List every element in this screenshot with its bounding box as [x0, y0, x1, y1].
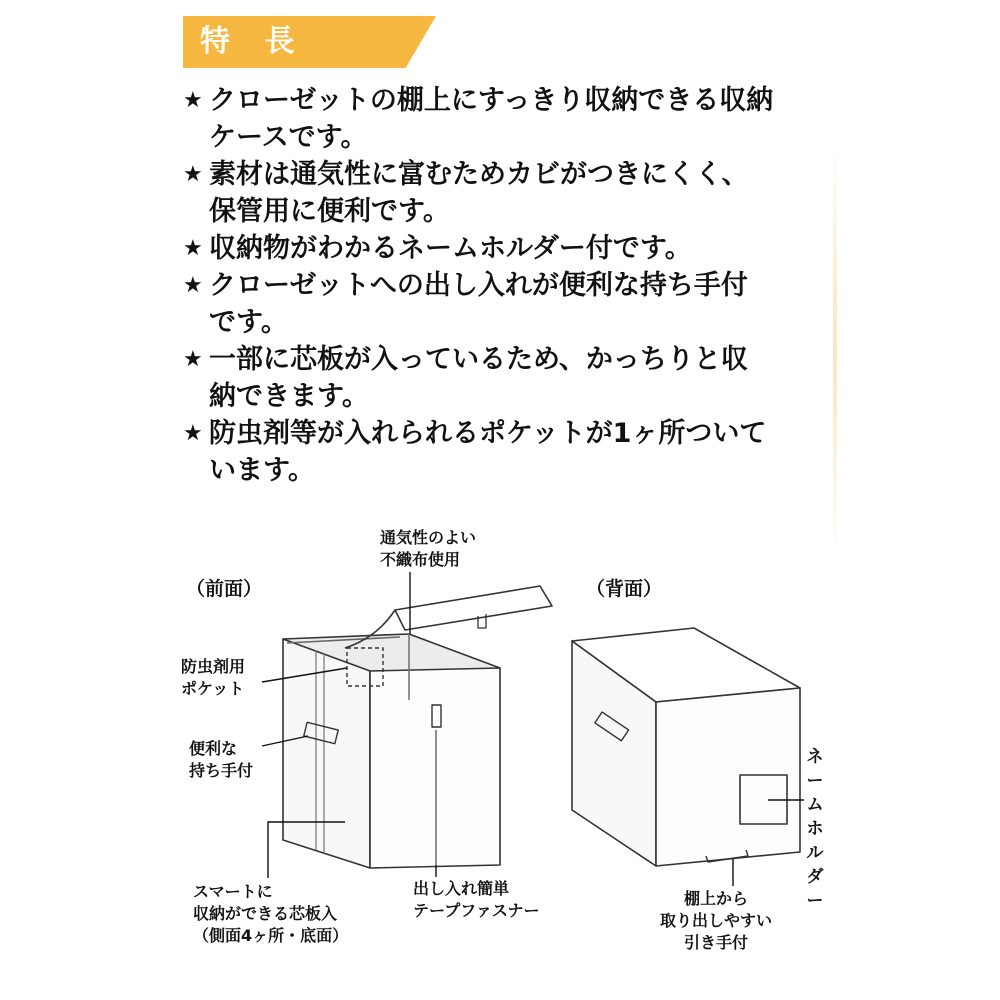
feature-text-line: 収納物がわかるネームホルダー付です。: [209, 233, 692, 264]
feature-text-line: 保管用に便利です。: [209, 196, 450, 227]
front-box-side-face: [283, 639, 370, 868]
star-bullet-icon: ★: [183, 162, 203, 187]
star-bullet-icon: ★: [183, 347, 203, 372]
feature-text-line: クローゼットへの出し入れが便利な持ち手付: [209, 270, 748, 301]
feature-text-line: 防虫剤等が入れられるポケットが1ヶ所ついて: [209, 418, 767, 449]
star-bullet-icon: ★: [183, 88, 203, 113]
name-holder-label: ネ ー ム ホ ル ダ ー: [806, 747, 824, 911]
feature-text-line: います。: [209, 455, 315, 486]
star-bullet-icon: ★: [183, 273, 203, 298]
pull-handle-label: 棚上から 取り出しやすい 引き手付: [660, 889, 773, 952]
core-board-label: スマートに 収納ができる芯板入 （側面4ヶ所・底面）: [193, 882, 349, 945]
feature-text-line: ケースです。: [209, 122, 368, 153]
feature-text-line: クローゼットの棚上にすっきり収納できる収納: [209, 85, 774, 116]
back-box-back-face: [656, 688, 800, 866]
feature-text-line: です。: [209, 307, 288, 338]
page-title: 特 長: [200, 24, 307, 59]
pocket-label: 防虫剤用 ポケット: [181, 657, 246, 698]
fabric-label: 通気性のよい 不織布使用: [380, 528, 477, 569]
feature-text-line: 素材は通気性に富むためカビがつきにくく、: [209, 159, 749, 190]
handle-label: 便利な 持ち手付: [189, 739, 254, 780]
front-view-title: （前面）: [186, 578, 263, 600]
fastener-label: 出し入れ簡単 テープファスナー: [413, 879, 540, 920]
feature-text-line: 納できます。: [209, 381, 369, 412]
star-bullet-icon: ★: [183, 236, 203, 261]
feature-text-line: 一部に芯板が入っているため、かっちりと収: [209, 344, 748, 375]
star-bullet-icon: ★: [183, 421, 203, 446]
front-box-front-face: [370, 668, 500, 868]
front-box-lid: [395, 586, 552, 630]
back-view-title: （背面）: [586, 578, 663, 600]
